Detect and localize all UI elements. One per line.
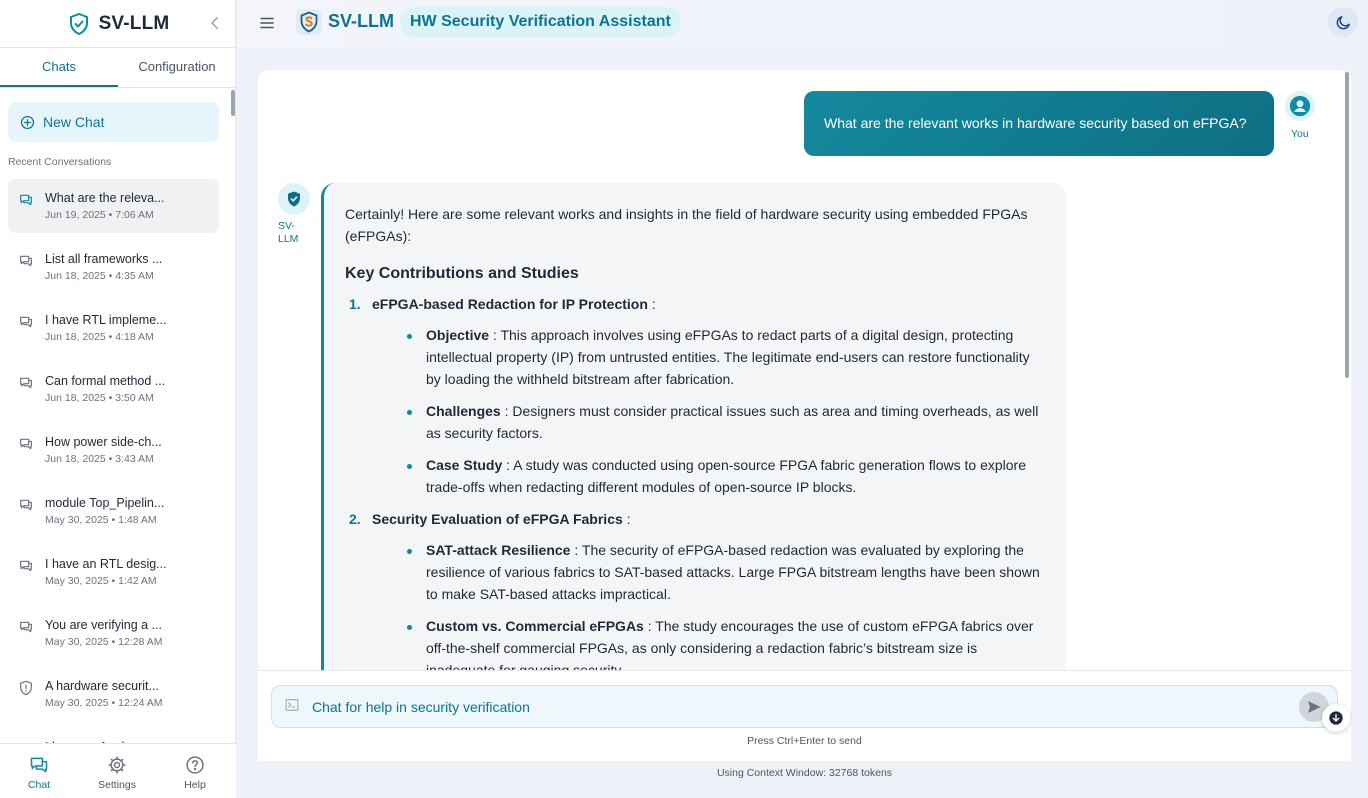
- assistant-message: [321, 183, 1066, 683]
- conversation-date: May 30, 2025 • 1:48 AM: [45, 514, 157, 526]
- context-window-note: Using Context Window: 32768 tokens: [716, 767, 893, 779]
- chat-bubble-icon: [18, 375, 34, 391]
- arrow-down-circle-icon: [1328, 710, 1344, 726]
- bullet-label: Challenges: [426, 403, 501, 419]
- conversation-item[interactable]: [8, 484, 219, 538]
- shield-alert-icon: [18, 680, 34, 696]
- bullet-item: Challenges : Designers must consider practical issues such as area and timing overheads, as well as security factors.: [399, 400, 1046, 444]
- terminal-prompt-icon: [284, 697, 300, 713]
- bullet-list: [372, 539, 1046, 681]
- list-number: 2.: [349, 511, 361, 527]
- conversation-title: List all frameworks ...: [45, 252, 163, 266]
- sidebar-scrollbar[interactable]: [231, 90, 235, 116]
- header-subtitle-badge: HW Security Verification Assistant: [400, 7, 681, 37]
- nav-settings[interactable]: [78, 744, 156, 798]
- conversation-title: module Top_Pipelin...: [45, 496, 165, 510]
- user-message: What are the relevant works in hardware security based on eFPGA?: [804, 91, 1274, 156]
- sidebar-footer-nav: [0, 743, 236, 798]
- shield-check-icon: [67, 12, 91, 36]
- new-chat-label: New Chat: [43, 114, 105, 130]
- bullet-text: This approach involves using eFPGAs to redact parts of a digital design, protecting intellectual property (IP) from untrusted entities. The legitimate end-users can restore functionality by loading the withheld bitstream after fabrication.: [426, 327, 1030, 387]
- message-input-box[interactable]: [271, 685, 1338, 728]
- bullet-item: Case Study : A study was conducted using open-source FPGA fabric generation flows to explore trade-offs when redacting different modules of open-source IP blocks.: [399, 454, 1046, 498]
- bullet-label: SAT-attack Resilience: [426, 542, 571, 558]
- assistant-heading: Key Contributions and Studies: [345, 265, 579, 282]
- section-title: eFPGA-based Redaction for IP Protection: [372, 296, 648, 312]
- conversation-item[interactable]: [8, 240, 219, 294]
- conversation-title: How power side-ch...: [45, 435, 162, 449]
- user-circle-icon: [1289, 95, 1311, 117]
- conversation-date: May 30, 2025 • 1:42 AM: [45, 575, 157, 587]
- chat-bubble-icon: [18, 192, 34, 208]
- conversation-title: You are verifying a ...: [45, 618, 162, 632]
- ordered-list-item: 1. eFPGA-based Redaction for IP Protection : Objective : This approach involves using eFPGAs to redact parts of a digital design, protecting intellectual property (IP) from untrusted entities. The legitimate end-users can restore functionality by loading the withheld bitstream after fabrication. Challenges : Designers must consider practical issues such as area and timing overheads, as well as security factors. Case Study : A study was conducted using open-source FPGA fabric generation flows to explore trade-offs when redacting different modules of open-source IP blocks.: [345, 293, 1046, 498]
- send-hint: Press Ctrl+Enter to send: [747, 735, 862, 747]
- bullet-text: The study encourages the use of custom eFPGA fabrics over off-the-shelf commercial FPGAs, as only considering a redaction fabric’s bitstream size is: [426, 618, 1034, 656]
- conversation-item[interactable]: [8, 362, 219, 416]
- conversation-panel: [0, 88, 236, 743]
- conversation-item[interactable]: [8, 667, 219, 721]
- help-circle-icon: [185, 755, 205, 775]
- app-logo-icon: [296, 9, 322, 35]
- chat-scrollbar[interactable]: [1345, 72, 1349, 378]
- bullet-list: [372, 324, 1046, 498]
- bullet-text: The security of eFPGA-based redaction was evaluated by exploring the resilience of various fabrics to SAT-based attacks. Large FPGA bitstream lengths have been shown to make SAT-based attacks impractical.: [426, 542, 1040, 602]
- nav-help[interactable]: [156, 744, 234, 798]
- chat-bubble-icon: [18, 314, 34, 330]
- user-avatar: [1285, 91, 1315, 121]
- conversation-title: Can formal method ...: [45, 374, 166, 388]
- header-title: SV-LLM: [328, 11, 394, 31]
- top-bar: [237, 0, 1368, 48]
- scroll-to-bottom-button[interactable]: [1322, 704, 1350, 732]
- conversation-title: A hardware securit...: [45, 679, 159, 693]
- conversation-item[interactable]: [8, 423, 219, 477]
- chat-bubble-icon: [18, 436, 34, 452]
- assistant-label: SV-LLM: [278, 220, 299, 245]
- sidebar: [0, 0, 236, 798]
- gear-icon: [107, 755, 127, 775]
- user-label: You: [1291, 128, 1309, 140]
- section-title: Security Evaluation of eFPGA Fabrics: [372, 511, 623, 527]
- sidebar-tabs: [0, 48, 236, 88]
- new-chat-button[interactable]: [8, 102, 219, 142]
- conversation-item[interactable]: [8, 179, 219, 233]
- hamburger-menu-icon[interactable]: [258, 14, 276, 32]
- conversation-title: I have RTL impleme...: [45, 313, 167, 327]
- composer: [258, 670, 1351, 761]
- ordered-list-item: 2. Security Evaluation of eFPGA Fabrics : SAT-attack Resilience : The security of eFPGA-based redaction was evaluated by exploring the resilience of various fabrics to SAT-based attacks. Large FPGA bitstream lengths have been shown to make SAT-based attacks impractical. Custom vs. Commercial eFPGAs : The study encourages the use of custom eFPGA fabrics over off-the-shelf commercial FPGAs, as only considering a redaction fabric’s bitstream size is: [345, 508, 1046, 681]
- conversation-item[interactable]: [8, 301, 219, 355]
- bullet-item: Objective : This approach involves using eFPGAs to redact parts of a digital design, protecting intellectual property (IP) from untrusted entities. The legitimate end-users can restore functionality by loading the withheld bitstream after fabrication.: [399, 324, 1046, 390]
- bullet-text: A study was conducted using open-source FPGA fabric generation flows to explore trade-offs when redacting different modules of open-source IP blocks.: [426, 457, 1027, 495]
- conversation-date: Jun 18, 2025 • 4:35 AM: [45, 270, 154, 282]
- nav-chat-label: Chat: [27, 779, 51, 791]
- plus-circle-icon: [20, 115, 35, 130]
- nav-chat[interactable]: [0, 744, 78, 798]
- assistant-avatar: [278, 183, 310, 215]
- chat-panel: [258, 70, 1351, 761]
- conversation-date: Jun 18, 2025 • 4:18 AM: [45, 331, 154, 343]
- bullet-label: Objective: [426, 327, 490, 343]
- assistant-intro: Certainly! Here are some relevant works and insights in the field of hardware security using embedded FPGAs (eFPGAs):: [345, 206, 1028, 244]
- nav-settings-label: Settings: [98, 779, 136, 791]
- chat-bubble-icon: [18, 619, 34, 635]
- conversation-list: [8, 179, 219, 789]
- tab-chats[interactable]: Chats: [0, 48, 118, 87]
- tab-configuration[interactable]: Configuration: [138, 59, 216, 74]
- conversation-title: I have an RTL desig...: [45, 557, 167, 571]
- conversation-item[interactable]: [8, 606, 219, 660]
- chat-bubble-icon: [29, 755, 49, 775]
- conversation-date: Jun 19, 2025 • 7:06 AM: [45, 209, 154, 221]
- bullet-text: Designers must consider practical issues such as area and timing overheads, as well as security factors.: [426, 403, 1039, 441]
- conversation-date: Jun 18, 2025 • 3:43 AM: [45, 453, 154, 465]
- shield-check-icon: [285, 190, 303, 208]
- list-number: 1.: [349, 296, 361, 312]
- conversation-item[interactable]: [8, 545, 219, 599]
- theme-toggle-button[interactable]: [1328, 7, 1358, 37]
- bullet-item: SAT-attack Resilience : The security of eFPGA-based redaction was evaluated by exploring the resilience of various fabrics to SAT-based attacks. Large FPGA bitstream lengths have been shown to make SAT-based attacks impractical.: [399, 539, 1046, 605]
- chat-bubble-icon: [18, 497, 34, 513]
- moon-icon: [1335, 14, 1352, 31]
- conversation-date: May 30, 2025 • 12:24 AM: [45, 697, 163, 709]
- bullet-label: Case Study: [426, 457, 503, 473]
- message-input[interactable]: [312, 696, 1272, 718]
- bullet-item: Custom vs. Commercial eFPGAs : The study encourages the use of custom eFPGA fabrics over off-the-shelf commercial FPGAs, as only considering a redaction fabric’s bitstream size is: [399, 615, 1046, 681]
- conversation-date: Jun 18, 2025 • 3:50 AM: [45, 392, 154, 404]
- conversation-date: May 30, 2025 • 12:28 AM: [45, 636, 163, 648]
- sidebar-brand[interactable]: [67, 12, 170, 36]
- sidebar-header: [0, 0, 236, 48]
- chat-bubble-icon: [18, 253, 34, 269]
- collapse-sidebar-icon[interactable]: [206, 14, 224, 32]
- recent-conversations-label: Recent Conversations: [8, 156, 112, 168]
- chat-bubble-icon: [18, 558, 34, 574]
- sidebar-brand-name: SV-LLM: [98, 12, 170, 34]
- send-icon: [1306, 699, 1322, 715]
- bullet-label: Custom vs. Commercial eFPGAs: [426, 618, 644, 634]
- conversation-title: What are the releva...: [45, 191, 165, 205]
- nav-help-label: Help: [184, 779, 206, 791]
